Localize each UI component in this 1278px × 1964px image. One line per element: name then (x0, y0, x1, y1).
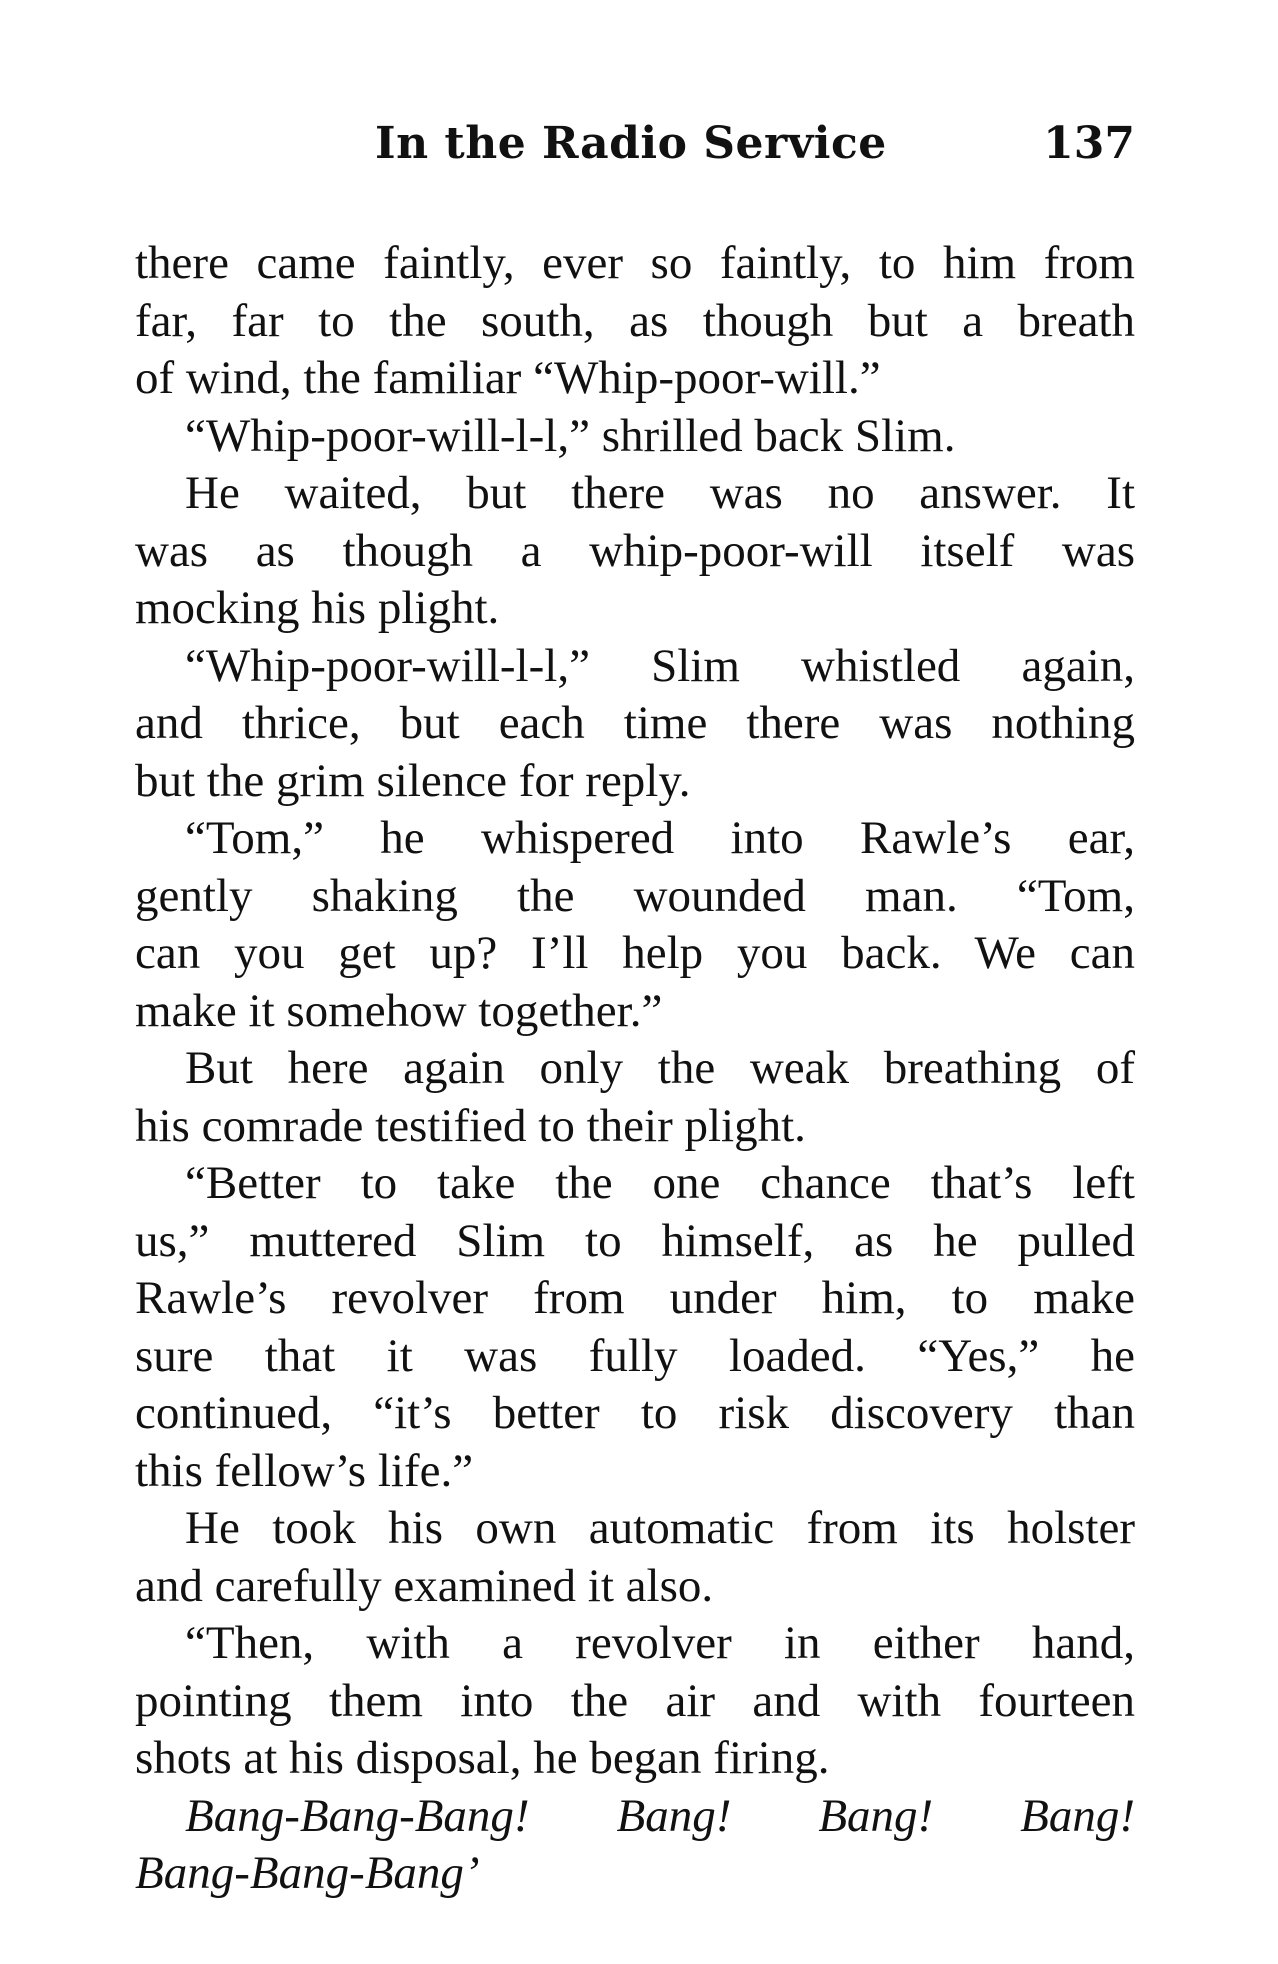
text-line: “Whip-poor-will-l-l,” shrilled back Slim. (185, 409, 956, 462)
text-line: there came faintly, ever so faintly, to him from (135, 237, 1135, 289)
running-title: In the Radio Service (375, 118, 887, 169)
text-line: sure that it was fully loaded. “Yes,” he (135, 1329, 1135, 1382)
text-line: but the grim silence for reply. (135, 754, 691, 807)
text-line: mocking his plight. (135, 582, 500, 634)
text-line: can you get up? I’ll help you back. We can (135, 927, 1135, 979)
text-line: He waited, but there was no answer. It (185, 467, 1135, 519)
text-line: make it somehow together.” (135, 984, 663, 1037)
text-line: “Tom,” he whispered into Rawle’s ear, (185, 812, 1135, 864)
text-line: and thrice, but each time there was nothing (135, 697, 1135, 749)
text-line: us,” muttered Slim to himself, as he pulled (135, 1214, 1135, 1267)
text-line: continued, “it’s better to risk discovery than (135, 1387, 1135, 1439)
text-line: “Whip-poor-will-l-l,” Slim whistled again, (185, 639, 1135, 692)
text-line: pointing them into the air and with fourteen (135, 1674, 1135, 1727)
text-line: Bang-Bang-Bang! Bang! Bang! Bang! (185, 1789, 1135, 1842)
text-line: “Better to take the one chance that’s left (185, 1157, 1135, 1209)
text-line: this fellow’s life.” (135, 1444, 474, 1497)
text-line: gently shaking the wounded man. “Tom, (135, 869, 1135, 922)
text-line: shots at his disposal, he began firing. (135, 1732, 830, 1784)
text-line: Rawle’s revolver from under him, to make (135, 1272, 1135, 1324)
body-text (135, 235, 1135, 1903)
text-line: Bang-Bang-Bang’ (135, 1847, 480, 1899)
text-line: and carefully examined it also. (135, 1559, 714, 1612)
text-line: was as though a whip-poor-will itself was (135, 524, 1135, 577)
text-line: his comrade testified to their plight. (135, 1099, 806, 1152)
text-line: “Then, with a revolver in either hand, (185, 1617, 1135, 1669)
text-line: far, far to the south, as though but a breath (135, 294, 1135, 347)
text-line: But here again only the weak breathing of (185, 1042, 1135, 1094)
text-line: He took his own automatic from its holster (185, 1502, 1135, 1554)
text-line: of wind, the familiar “Whip-poor-will.” (135, 352, 881, 404)
page-number: 137 (1043, 118, 1135, 169)
running-header (135, 118, 1135, 178)
